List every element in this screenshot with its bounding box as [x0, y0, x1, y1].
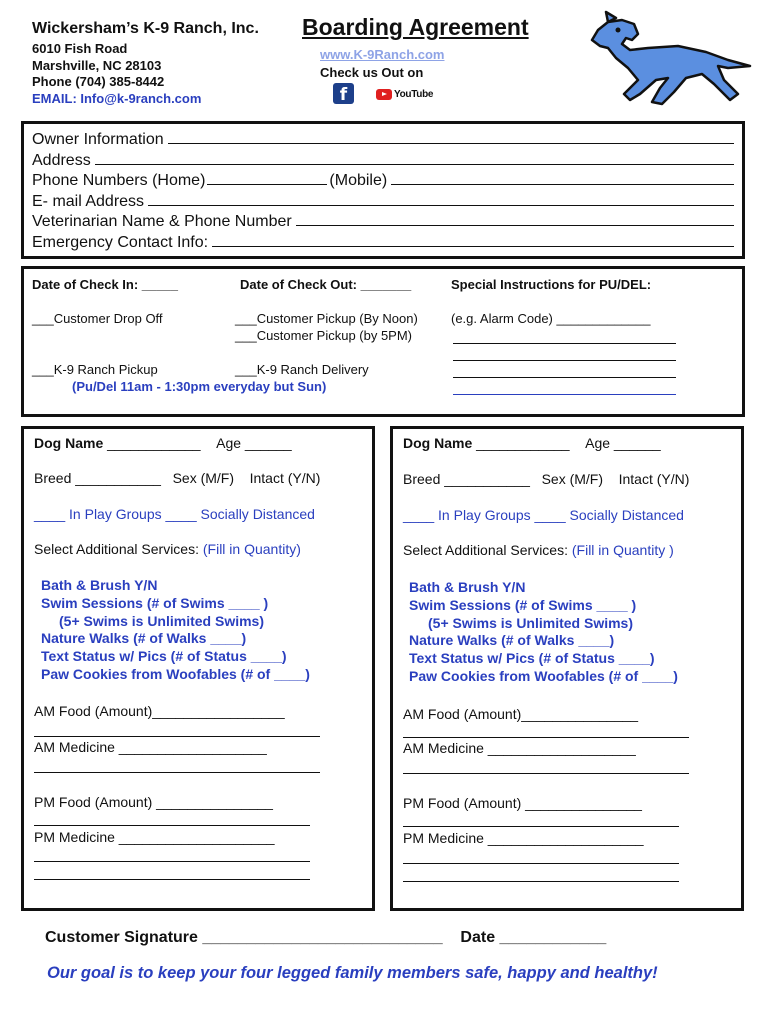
check-us-out-text: Check us Out on	[320, 65, 424, 80]
facebook-icon[interactable]: f	[333, 83, 354, 104]
pm-medicine-line[interactable]	[403, 863, 679, 864]
signature-row	[45, 929, 606, 947]
phone-home-field[interactable]	[207, 170, 327, 185]
additional-services-label: Select Additional Services:	[34, 541, 199, 557]
address-field[interactable]	[95, 150, 734, 165]
email-field[interactable]	[148, 191, 734, 206]
dog-2-section	[390, 426, 744, 911]
email-label: E- mail Address	[32, 193, 145, 210]
phone-number: Phone (704) 385-8442	[32, 74, 165, 89]
k9-delivery-option[interactable]: ___K-9 Ranch Delivery	[235, 362, 369, 377]
check-out-date-field[interactable]: Date of Check Out: _______	[240, 277, 412, 292]
document-title: Boarding Agreement	[302, 14, 529, 40]
sex-field[interactable]: Sex (M/F)	[172, 470, 235, 486]
phone-mobile-field[interactable]	[391, 170, 734, 185]
dog-name-label: Dog Name	[34, 435, 104, 451]
paw-cookies-service[interactable]: Paw Cookies from Woofables (# of ____)	[409, 668, 678, 684]
am-medicine-field[interactable]: AM Medicine ___________________	[403, 740, 636, 756]
youtube-label: YouTube	[394, 89, 434, 100]
unlimited-swims-note: (5+ Swims is Unlimited Swims)	[428, 615, 634, 631]
phone-mobile-label: (Mobile)	[329, 172, 388, 189]
signature-date-field[interactable]: Date ____________	[460, 929, 607, 946]
pm-food-line[interactable]	[403, 826, 679, 827]
unlimited-swims-note: (5+ Swims is Unlimited Swims)	[59, 613, 265, 629]
check-in-out-section	[21, 266, 745, 417]
customer-signature-field[interactable]: Customer Signature ___________________________	[45, 929, 443, 946]
am-medicine-line[interactable]	[403, 773, 689, 774]
swim-sessions-service[interactable]: Swim Sessions (# of Swims ____ )	[409, 597, 637, 613]
owner-info-field[interactable]	[168, 129, 734, 144]
alarm-code-field[interactable]: (e.g. Alarm Code) _____________	[451, 311, 651, 326]
dog-name-label: Dog Name	[403, 435, 473, 451]
dog-name-field[interactable]: ____________	[107, 435, 201, 451]
am-food-field[interactable]: AM Food (Amount)_______________	[403, 706, 639, 722]
text-status-service[interactable]: Text Status w/ Pics (# of Status ____)	[41, 648, 287, 664]
pm-food-field[interactable]: PM Food (Amount) _______________	[34, 794, 273, 810]
owner-info-label: Owner Information	[32, 131, 164, 148]
play-group-options[interactable]: ____ In Play Groups ____ Socially Distanced	[34, 506, 315, 522]
am-medicine-line[interactable]	[34, 772, 320, 773]
am-food-field[interactable]: AM Food (Amount)_________________	[34, 703, 285, 719]
dog-age-field[interactable]: Age ______	[585, 435, 661, 451]
email-contact[interactable]: EMAIL: Info@k-9ranch.com	[32, 91, 202, 106]
customer-pickup-noon-option[interactable]: ___Customer Pickup (By Noon)	[235, 311, 418, 326]
fill-quantity-note: (Fill in Quantity )	[571, 542, 674, 558]
customer-pickup-5pm-option[interactable]: ___Customer Pickup (by 5PM)	[235, 328, 413, 343]
am-food-line[interactable]	[34, 736, 320, 737]
nature-walks-service[interactable]: Nature Walks (# of Walks ____)	[41, 630, 247, 646]
youtube-icon	[376, 89, 392, 100]
play-group-options[interactable]: ____ In Play Groups ____ Socially Distanced	[403, 507, 684, 523]
pm-medicine-line[interactable]	[403, 881, 679, 882]
nature-walks-service[interactable]: Nature Walks (# of Walks ____)	[409, 632, 615, 648]
swim-sessions-service[interactable]: Swim Sessions (# of Swims ____ )	[41, 595, 269, 611]
special-instructions-label: Special Instructions for PU/DEL:	[451, 277, 652, 292]
youtube-link[interactable]	[376, 89, 433, 100]
company-name: Wickersham’s K-9 Ranch, Inc.	[32, 20, 259, 37]
city-address: Marshville, NC 28103	[32, 58, 162, 73]
street-address: 6010 Fish Road	[32, 41, 128, 56]
bath-brush-service[interactable]: Bath & Brush Y/N	[41, 577, 158, 593]
text-status-service[interactable]: Text Status w/ Pics (# of Status ____)	[409, 650, 655, 666]
special-instructions-line[interactable]	[453, 394, 676, 395]
goal-statement: Our goal is to keep your four legged family members safe, happy and healthy!	[47, 964, 658, 982]
bath-brush-service[interactable]: Bath & Brush Y/N	[409, 579, 526, 595]
special-instructions-line[interactable]	[453, 377, 676, 378]
dog-1-section	[21, 426, 375, 911]
emergency-label: Emergency Contact Info:	[32, 234, 209, 251]
additional-services-label: Select Additional Services:	[403, 542, 568, 558]
pm-food-field[interactable]: PM Food (Amount) _______________	[403, 795, 642, 811]
emergency-field[interactable]	[212, 232, 734, 247]
pm-medicine-line[interactable]	[34, 861, 310, 862]
vet-label: Veterinarian Name & Phone Number	[32, 213, 292, 230]
sex-field[interactable]: Sex (M/F)	[541, 471, 604, 487]
owner-information-section	[21, 121, 745, 259]
website-link[interactable]: www.K-9Ranch.com	[320, 47, 445, 62]
k9-pickup-option[interactable]: ___K-9 Ranch Pickup	[32, 362, 158, 377]
am-food-line[interactable]	[403, 737, 689, 738]
special-instructions-line[interactable]	[453, 343, 676, 344]
paw-cookies-service[interactable]: Paw Cookies from Woofables (# of ____)	[41, 666, 310, 682]
intact-field[interactable]: Intact (Y/N)	[618, 471, 690, 487]
fill-quantity-note: (Fill in Quantity)	[202, 541, 301, 557]
dog-age-field[interactable]: Age ______	[216, 435, 292, 451]
running-dog-icon	[578, 8, 758, 108]
dog-name-field[interactable]: ____________	[476, 435, 570, 451]
phone-home-label: Phone Numbers (Home)	[32, 172, 206, 189]
breed-field[interactable]: Breed ___________	[34, 470, 161, 486]
pu-del-hours-note: (Pu/Del 11am - 1:30pm everyday but Sun)	[72, 379, 327, 394]
customer-drop-off-option[interactable]: ___Customer Drop Off	[32, 311, 163, 326]
vet-field[interactable]	[296, 211, 734, 226]
special-instructions-line[interactable]	[453, 360, 676, 361]
address-label: Address	[32, 152, 91, 169]
check-in-date-field[interactable]: Date of Check In: _____	[32, 277, 178, 292]
breed-field[interactable]: Breed ___________	[403, 471, 530, 487]
pm-medicine-field[interactable]: PM Medicine ____________________	[403, 830, 644, 846]
pm-medicine-field[interactable]: PM Medicine ____________________	[34, 829, 275, 845]
am-medicine-field[interactable]: AM Medicine ___________________	[34, 739, 267, 755]
pm-medicine-line[interactable]	[34, 879, 310, 880]
intact-field[interactable]: Intact (Y/N)	[249, 470, 321, 486]
pm-food-line[interactable]	[34, 825, 310, 826]
